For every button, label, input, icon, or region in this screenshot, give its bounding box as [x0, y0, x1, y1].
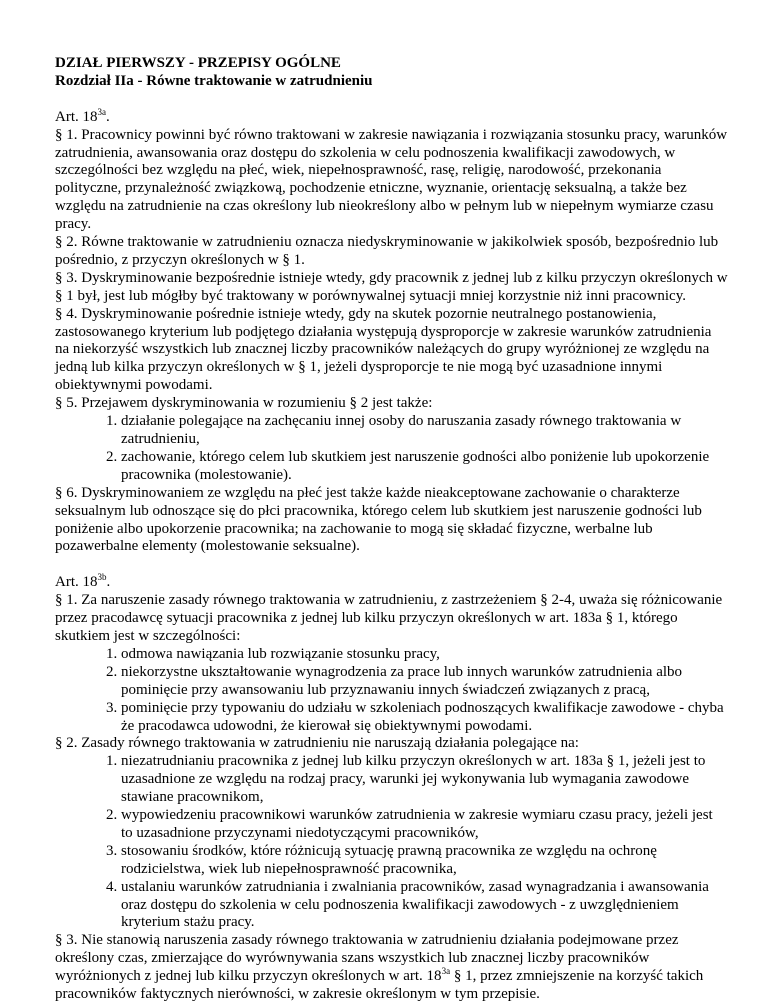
article-title-period: .: [106, 108, 110, 125]
spacer: [55, 556, 728, 574]
paragraph-3-superscript: 3a: [441, 966, 451, 977]
list-item: 1. działanie polegające na zachęcaniu innej osoby do naruszania zasady równego traktowania w zatrudnieniu,: [121, 413, 728, 449]
article-title-period: .: [106, 574, 111, 591]
list-item: 2. wypowiedzeniu pracownikowi warunków zatrudnienia w zakresie wymiaru czasu pracy, jeżeli jest to uzasadnione przyczynami niedotyczącymi pracowników,: [121, 807, 728, 843]
spacer: [55, 91, 728, 109]
paragraph-1-list: [55, 646, 728, 736]
paragraph-1: § 1. Za naruszenie zasady równego traktowania w zatrudnieniu, z zastrzeżeniem § 2-4, uważa się różnicowanie przez pracodawcę sytuacji pracownika z jednej lub kilku przyczyn określonych w art. 183a § 1, którego skutkiem jest w szczególności:: [55, 592, 723, 644]
paragraph-5: § 5. Przejawem dyskryminowania w rozumieniu § 2 jest także:: [55, 395, 433, 412]
section-heading: DZIAŁ PIERWSZY - PRZEPISY OGÓLNE: [55, 55, 341, 71]
list-item: 1. odmowa nawiązania lub rozwiązanie stosunku pracy,: [121, 646, 728, 664]
list-item: 2. zachowanie, którego celem lub skutkiem jest naruszenie godności albo poniżenie lub upokorzenie pracownika (molestowanie).: [121, 449, 728, 485]
paragraph-4: § 4. Dyskryminowanie pośrednie istnieje wtedy, gdy na skutek pozornie neutralnego postanowienia, zastosowanego kryterium lub podjętego działania występują dysproporcje w zakresie warunków zatrudnienia na niekorzyść wszystkich lub znacznej liczby pracowników należących do grupy wyróżnionej ze względu na jedną lub kilka przyczyn określonych w § 1, jeżeli dysproporcje te nie mogą być uzasadnione innymi obiektywnymi powodami.: [55, 305, 712, 394]
article-title-superscript: 3a: [97, 106, 106, 117]
list-item: 3. stosowaniu środków, które różnicują sytuację prawną pracownika ze względu na ochronę rodzicielstwa, wiek lub niepełnosprawność pracownika,: [121, 843, 728, 879]
article-18-3a: [55, 106, 728, 557]
paragraph-3: § 3. Dyskryminowanie bezpośrednie istnieje wtedy, gdy pracownik z jednej lub z kilku przyczyn określonych w § 1 był, jest lub mógłby być traktowany w porównywalnej sytuacji mniej korzystnie niż inni pracownicy.: [55, 269, 728, 304]
paragraph-2: § 2. Równe traktowanie w zatrudnieniu oznacza niedyskryminowanie w jakikolwiek sposób, bezpośrednio lub pośrednio, z przyczyn określonych w § 1.: [55, 234, 719, 268]
paragraph-3-text-end: § 1, przez zmniejszenie na korzyść takich pracowników faktycznych nierówności, w zakresie określonym w tym przepisie.: [55, 968, 704, 1003]
article-title: [55, 574, 728, 592]
paragraph-6: § 6. Dyskryminowaniem ze względu na płeć jest także każde nieakceptowane zachowanie o charakterze seksualnym lub odnoszące się do płci pracownika, którego celem lub skutkiem jest naruszenie godności lub poniżenie albo upokorzenie pracownika; na zachowanie to mogą się składać fizyczne, werbalne lub pozawerbalne elementy (molestowanie seksualne).: [55, 484, 702, 555]
paragraph-2: § 2. Zasady równego traktowania w zatrudnieniu nie naruszają działania polegające na:: [55, 735, 579, 752]
paragraph-5-list: [55, 413, 728, 485]
article-18-3b: [55, 574, 728, 1004]
article-title: [55, 106, 728, 127]
chapter-heading: Rozdział IIa - Równe traktowanie w zatrudnieniu: [55, 72, 373, 89]
list-item: 2. niekorzystne ukształtowanie wynagrodzenia za prace lub innych warunków zatrudnienia albo pominięcie przy awansowaniu lub przyznawaniu innych świadczeń związanych z pracą,: [121, 664, 728, 700]
paragraph-1: § 1. Pracownicy powinni być równo traktowani w zakresie nawiązania i rozwiązania stosunku pracy, warunków zatrudnienia, awansowania oraz dostępu do szkolenia w celu podnoszenia kwalifikacji zawodowych, w szczególności bez względu na płeć, wiek, niepełnosprawność, rasę, religię, narodowość, przekonania polityczne, przynależność związkową, pochodzenie etniczne, wyznanie, orientację seksualną, a także bez względu na zatrudnienie na czas określony lub nieokreślony albo w pełnym lub w niepełnym wymiarze czasu pracy.: [55, 126, 728, 233]
paragraph-3-text: § 3. Nie stanowią naruszenia zasady równego traktowania w zatrudnieniu działania podejmowane przez określony czas, zmierzające do wyrównywania szans wszystkich lub znacznej liczby pracowników wyróżnionych z jednej lub kilku przyczyn określonych w art. 18: [55, 932, 679, 985]
paragraph-2-list: [55, 753, 728, 932]
list-item: 3. pominięcie przy typowaniu do udziału w szkoleniach podnoszących kwalifikacje zawodowe - chyba że pracodawca udowodni, że kierował się obiektywnymi powodami.: [121, 700, 728, 736]
article-title-text: Art. 18: [55, 108, 98, 125]
list-item: 4. ustalaniu warunków zatrudniania i zwalniania pracowników, zasad wynagradzania i awansowania oraz dostępu do szkolenia w celu podnoszenia kwalifikacji zawodowych - z uwzględnieniem kryterium stażu pracy.: [121, 879, 728, 933]
article-title-text: Art. 18: [55, 574, 98, 591]
paragraph-3: [55, 932, 728, 1004]
article-title-superscript: 3b: [97, 572, 107, 583]
list-item: 1. niezatrudnianiu pracownika z jednej lub kilku przyczyn określonych w art. 183a § 1, jeżeli jest to uzasadnione ze względu na rodzaj pracy, warunki jej wykonywania lub wymagania zawodowe stawiane pracownikom,: [121, 753, 728, 807]
